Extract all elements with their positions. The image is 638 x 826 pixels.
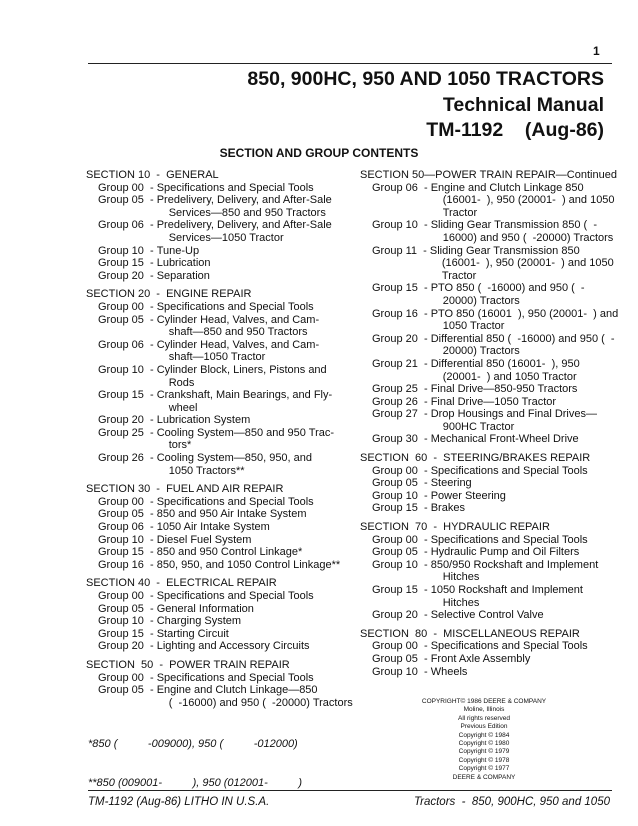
group-title — [157, 427, 356, 452]
group-number: Group 25 - — [372, 383, 431, 396]
group-number: Group 20 - — [98, 640, 157, 653]
group-entry — [86, 452, 356, 477]
group-title-line: Brakes — [430, 502, 465, 515]
group-title-line: Tune-Up — [156, 244, 200, 257]
group-title-continuation: ( -16000) and 950 ( -20000) Tractors — [168, 696, 353, 709]
group-title-continuation: Tractor — [441, 269, 477, 282]
group-title-continuation: Services—1050 Tractor — [168, 231, 284, 244]
copyright-line: Copyright © 1984 — [458, 731, 510, 739]
group-title-line: Final Drive—1050 Tractor — [430, 395, 557, 408]
group-title — [431, 282, 620, 307]
group-entry — [360, 559, 620, 584]
group-title — [431, 534, 620, 547]
group-number: Group 10 - — [372, 219, 431, 232]
group-title-line: 850 and 950 Air Intake System — [156, 508, 307, 521]
group-title-line: PTO 850 ( -16000) and 950 ( - — [430, 282, 585, 295]
group-number: Group 10 - — [98, 363, 157, 376]
copyright-line: All rights reserved — [457, 714, 511, 722]
group-title — [157, 364, 356, 389]
group-title-line: 850 and 950 Control Linkage* — [156, 546, 303, 559]
group-title — [431, 653, 620, 666]
group-title-line: Steering — [430, 477, 472, 490]
section-title: SECTION 10 - GENERAL — [86, 169, 219, 181]
group-title — [157, 314, 356, 339]
group-number: Group 15 - — [98, 257, 157, 270]
group-number: Group 10 - — [98, 244, 157, 257]
group-title — [431, 609, 620, 622]
contents-section — [360, 169, 620, 446]
copyright-line: Previous Edition — [460, 723, 508, 731]
group-title-line: Lubrication — [156, 257, 211, 270]
group-number: Group 15 - — [372, 584, 431, 596]
group-number: Group 15 - — [98, 546, 157, 559]
group-title-line: Separation — [156, 269, 210, 282]
group-title-line: Cylinder Head, Valves, and Cam- — [156, 313, 320, 326]
group-title — [431, 433, 620, 446]
group-entry — [360, 490, 620, 503]
group-title — [157, 508, 356, 521]
group-number: Group 10 - — [98, 615, 157, 628]
group-title-line: Specifications and Special Tools — [430, 640, 588, 653]
group-entry — [360, 396, 620, 409]
group-title — [431, 408, 620, 433]
group-title-continuation: Services—850 and 950 Tractors — [168, 206, 326, 219]
group-entry — [360, 584, 620, 609]
group-entry — [86, 590, 356, 603]
group-entry — [360, 609, 620, 622]
group-entry — [86, 182, 356, 195]
footnote-single-asterisk: *850 ( -009000), 950 ( -012000) — [88, 738, 298, 750]
copyright-line: COPYRIGHT© 1986 DEERE & COMPANY — [421, 698, 547, 705]
group-entry — [86, 314, 356, 339]
group-number: Group 05 - — [98, 194, 157, 207]
group-title-line: Front Axle Assembly — [430, 652, 531, 665]
group-entry — [360, 282, 620, 307]
group-title-line: 850, 950, and 1050 Control Linkage** — [156, 558, 341, 571]
footer-rule — [88, 790, 612, 791]
group-title-line: Drop Housings and Final Drives— — [430, 408, 597, 421]
group-title — [157, 672, 356, 685]
group-title-line: Selective Control Valve — [430, 609, 544, 622]
group-title-line: Wheels — [430, 665, 468, 678]
section-title: SECTION 50—POWER TRAIN REPAIR—Continued — [360, 169, 617, 181]
group-entry — [86, 508, 356, 521]
group-number: Group 06 - — [98, 521, 157, 534]
group-entry — [86, 257, 356, 270]
group-number: Group 00 - — [98, 300, 157, 313]
group-title — [157, 389, 356, 414]
group-entry — [86, 427, 356, 452]
group-entry — [360, 534, 620, 547]
group-entry — [86, 640, 356, 653]
group-title-continuation: Hitches — [442, 596, 480, 609]
group-title-line: Differential 850 (16001- ), 950 — [430, 357, 580, 370]
group-entry — [360, 465, 620, 478]
header-rule — [88, 63, 612, 64]
group-title-line: Starting Circuit — [156, 627, 229, 640]
group-entry — [360, 408, 620, 433]
group-title-continuation: 20000) Tractors — [442, 345, 520, 358]
group-title-continuation: 900HC Tractor — [442, 420, 515, 433]
copyright-line: Copyright © 1978 — [458, 756, 510, 764]
group-title — [157, 182, 356, 195]
group-entry — [86, 339, 356, 364]
group-number: Group 15 - — [372, 502, 431, 515]
group-title-continuation: shaft—1050 Tractor — [168, 351, 266, 364]
section-title: SECTION 80 - MISCELLANEOUS REPAIR — [360, 627, 580, 640]
group-number: Group 16 - — [98, 558, 157, 571]
group-entry — [86, 603, 356, 616]
group-number: Group 00 - — [372, 640, 431, 653]
group-number: Group 00 - — [372, 464, 431, 477]
section-title: SECTION 30 - FUEL AND AIR REPAIR — [86, 483, 284, 496]
group-entry — [360, 477, 620, 490]
section-title: SECTION 20 - ENGINE REPAIR — [86, 288, 252, 301]
group-entry — [86, 364, 356, 389]
group-entry — [360, 333, 620, 358]
contents-section — [86, 577, 356, 653]
section-title: SECTION 50 - POWER TRAIN REPAIR — [86, 658, 290, 671]
group-title-line: Sliding Gear Transmission 850 ( - — [430, 219, 597, 232]
group-title-continuation: Hitches — [442, 571, 480, 584]
group-number: Group 06 - — [98, 219, 157, 232]
group-number: Group 05 - — [372, 477, 431, 490]
group-title — [157, 245, 356, 258]
group-entry — [360, 358, 620, 383]
footer-models: Tractors - 850, 900HC, 950 and 1050 — [413, 796, 610, 808]
group-title — [157, 546, 356, 559]
group-title-line: Mechanical Front-Wheel Drive — [430, 433, 579, 446]
group-entry — [86, 270, 356, 283]
group-number: Group 20 - — [98, 269, 157, 282]
group-title-line: Specifications and Special Tools — [156, 671, 314, 684]
group-entry — [86, 414, 356, 427]
group-number: Group 10 - — [372, 665, 431, 678]
group-entry — [86, 301, 356, 314]
group-title-continuation: (20001- ) and 1050 Tractor — [442, 370, 577, 383]
copyright-block — [404, 698, 564, 782]
group-title-line: Specifications and Special Tools — [156, 181, 314, 194]
group-title — [157, 452, 356, 477]
contents-column-left — [86, 169, 356, 715]
group-title-continuation: 20000) Tractors — [442, 294, 520, 307]
group-title-line: Cooling System—850 and 950 Trac- — [156, 426, 335, 439]
group-title-continuation: 1050 Tractors** — [168, 464, 245, 477]
group-title-line: Cooling System—850, 950, and — [156, 452, 313, 465]
group-title-line: General Information — [156, 602, 254, 615]
group-title-continuation: shaft—850 and 950 Tractors — [168, 326, 308, 339]
group-title — [157, 194, 356, 219]
footer-manual-info: TM-1192 (Aug-86) LITHO IN U.S.A. — [88, 796, 270, 808]
group-entry — [86, 546, 356, 559]
copyright-line: Copyright © 1980 — [458, 740, 510, 748]
page-number: 1 — [593, 44, 600, 58]
group-entry — [360, 666, 620, 679]
group-title-line: Lighting and Accessory Circuits — [156, 640, 310, 653]
contents-section — [86, 288, 356, 477]
group-number: Group 05 - — [98, 684, 157, 697]
copyright-line: Moline, Illinois — [463, 706, 505, 714]
group-number: Group 00 - — [98, 181, 157, 194]
group-number: Group 10 - — [372, 558, 431, 571]
group-title-line: Specifications and Special Tools — [156, 300, 314, 313]
group-title — [157, 270, 356, 283]
copyright-line: Copyright © 1977 — [458, 765, 510, 773]
group-title-line: Diesel Fuel System — [156, 533, 252, 546]
group-entry — [86, 389, 356, 414]
group-entry — [360, 219, 620, 244]
group-entry — [360, 502, 620, 515]
document-title: 850, 900HC, 950 AND 1050 TRACTORS — [247, 68, 604, 90]
group-title-continuation: 1050 Tractor — [442, 320, 505, 333]
group-number: Group 00 - — [98, 590, 157, 602]
contents-section — [360, 628, 620, 678]
copyright-line: DEERE & COMPANY — [452, 773, 516, 781]
group-title — [431, 584, 620, 609]
group-title-line: Engine and Clutch Linkage 850 — [430, 181, 584, 194]
group-title-line: Crankshaft, Main Bearings, and Fly- — [156, 389, 333, 402]
section-title: SECTION 60 - STEERING/BRAKES REPAIR — [360, 452, 591, 465]
group-number: Group 11 - — [372, 244, 430, 257]
group-title — [157, 615, 356, 628]
group-title — [157, 603, 356, 616]
group-number: Group 20 - — [372, 332, 431, 345]
group-title-line: Differential 850 ( -16000) and 950 ( - — [430, 332, 615, 345]
group-entry — [360, 383, 620, 396]
group-title — [431, 559, 620, 584]
footnote-double-asterisk: **850 (009001- ), 950 (012001- ) — [88, 777, 303, 789]
group-title — [157, 684, 356, 709]
group-title — [157, 339, 356, 364]
group-title — [431, 640, 620, 653]
group-entry — [360, 640, 620, 653]
group-entry — [360, 182, 620, 220]
group-entry — [86, 684, 356, 709]
group-entry — [360, 433, 620, 446]
group-number: Group 05 - — [372, 546, 431, 559]
group-number: Group 10 - — [372, 489, 431, 502]
group-title-continuation: wheel — [168, 401, 198, 414]
contents-section — [360, 521, 620, 622]
group-title — [157, 496, 356, 509]
group-title — [157, 414, 356, 427]
manual-number: TM-1192 (Aug-86) — [426, 119, 604, 141]
group-entry — [86, 496, 356, 509]
group-number: Group 05 - — [98, 602, 157, 615]
group-entry — [360, 245, 620, 283]
group-title — [431, 546, 620, 559]
group-title — [431, 502, 620, 515]
group-title — [431, 465, 620, 478]
group-number: Group 20 - — [372, 609, 431, 622]
contents-heading: SECTION AND GROUP CONTENTS — [219, 146, 419, 160]
group-number: Group 15 - — [98, 389, 157, 402]
group-title — [431, 383, 620, 396]
group-title — [431, 333, 620, 358]
group-number: Group 00 - — [372, 533, 431, 546]
contents-section — [360, 452, 620, 515]
group-title-continuation: (16001- ), 950 (20001- ) and 1050 — [441, 257, 614, 270]
group-title-line: Sliding Gear Transmission 850 — [429, 244, 580, 257]
group-entry — [86, 559, 356, 572]
group-entry — [360, 653, 620, 666]
section-title: SECTION 40 - ELECTRICAL REPAIR — [86, 577, 277, 590]
group-title — [431, 490, 620, 503]
group-number: Group 05 - — [98, 508, 157, 521]
group-number: Group 27 - — [372, 408, 431, 421]
group-number: Group 30 - — [372, 433, 431, 446]
group-title — [157, 628, 356, 641]
group-title-line: 850/950 Rockshaft and Implement — [430, 558, 599, 571]
contents-column-right — [360, 169, 620, 684]
section-title: SECTION 70 - HYDRAULIC REPAIR — [360, 521, 550, 534]
group-title-line: 1050 Air Intake System — [156, 521, 270, 534]
group-title-line: 1050 Rockshaft and Implement — [430, 584, 583, 596]
group-title-line: Power Steering — [430, 489, 506, 502]
group-title — [157, 590, 356, 603]
group-title — [157, 640, 356, 653]
group-entry — [360, 546, 620, 559]
group-number: Group 06 - — [372, 181, 431, 194]
group-entry — [86, 628, 356, 641]
group-entry — [86, 672, 356, 685]
group-entry — [86, 521, 356, 534]
copyright-line: Copyright © 1979 — [458, 748, 510, 756]
group-title — [430, 245, 620, 283]
group-title — [431, 219, 620, 244]
group-title — [157, 219, 356, 244]
group-number: Group 00 - — [98, 671, 157, 684]
group-number: Group 05 - — [372, 652, 431, 665]
group-title-line: Cylinder Block, Liners, Pistons and — [156, 363, 327, 376]
group-title — [431, 358, 620, 383]
group-title — [157, 559, 356, 572]
group-title-continuation: 16000) and 950 ( -20000) Tractors — [442, 231, 614, 244]
contents-section — [86, 169, 356, 282]
group-number: Group 15 - — [98, 627, 157, 640]
group-entry — [86, 219, 356, 244]
contents-section — [86, 659, 356, 709]
group-title-line: Final Drive—850-950 Tractors — [430, 383, 578, 396]
group-title-line: Specifications and Special Tools — [156, 495, 314, 508]
group-title — [157, 521, 356, 534]
group-title-continuation: Rods — [168, 376, 195, 389]
group-number: Group 16 - — [372, 307, 431, 320]
contents-section — [86, 483, 356, 571]
group-title-continuation: Tractor — [442, 206, 478, 219]
group-title-line: Lubrication System — [156, 414, 251, 427]
group-entry — [86, 615, 356, 628]
group-number: Group 05 - — [98, 313, 157, 326]
group-title-line: Specifications and Special Tools — [430, 533, 588, 546]
group-title — [431, 666, 620, 679]
group-title-line: Cylinder Head, Valves, and Cam- — [156, 338, 320, 351]
document-subtitle: Technical Manual — [442, 94, 604, 116]
group-title-line: Predelivery, Delivery, and After-Sale — [156, 219, 332, 232]
group-title-line: Charging System — [156, 615, 242, 628]
group-number: Group 10 - — [98, 533, 157, 546]
group-title-line: Specifications and Special Tools — [430, 464, 588, 477]
group-entry — [360, 308, 620, 333]
group-title — [431, 182, 620, 220]
group-title-continuation: (16001- ), 950 (20001- ) and 1050 — [442, 194, 615, 207]
group-title-line: Predelivery, Delivery, and After-Sale — [156, 194, 332, 207]
group-entry — [86, 534, 356, 547]
group-number: Group 26 - — [98, 452, 157, 465]
group-title-continuation: tors* — [168, 439, 192, 452]
group-number: Group 15 - — [372, 282, 431, 295]
group-title-line: Engine and Clutch Linkage—850 — [156, 684, 318, 697]
group-number: Group 21 - — [372, 357, 431, 370]
group-entry — [86, 194, 356, 219]
group-title-line: PTO 850 (16001 ), 950 (20001- ) and — [430, 307, 619, 320]
group-title-line: Hydraulic Pump and Oil Filters — [430, 546, 580, 559]
group-title — [431, 308, 620, 333]
group-number: Group 06 - — [98, 338, 157, 351]
group-title — [157, 301, 356, 314]
group-number: Group 26 - — [372, 395, 431, 408]
group-number: Group 00 - — [98, 495, 157, 508]
group-title — [157, 257, 356, 270]
group-title — [157, 534, 356, 547]
group-number: Group 20 - — [98, 414, 157, 427]
group-title-line: Specifications and Special Tools — [156, 590, 314, 602]
group-title — [431, 477, 620, 490]
group-title — [431, 396, 620, 409]
group-number: Group 25 - — [98, 426, 157, 439]
group-entry — [86, 245, 356, 258]
